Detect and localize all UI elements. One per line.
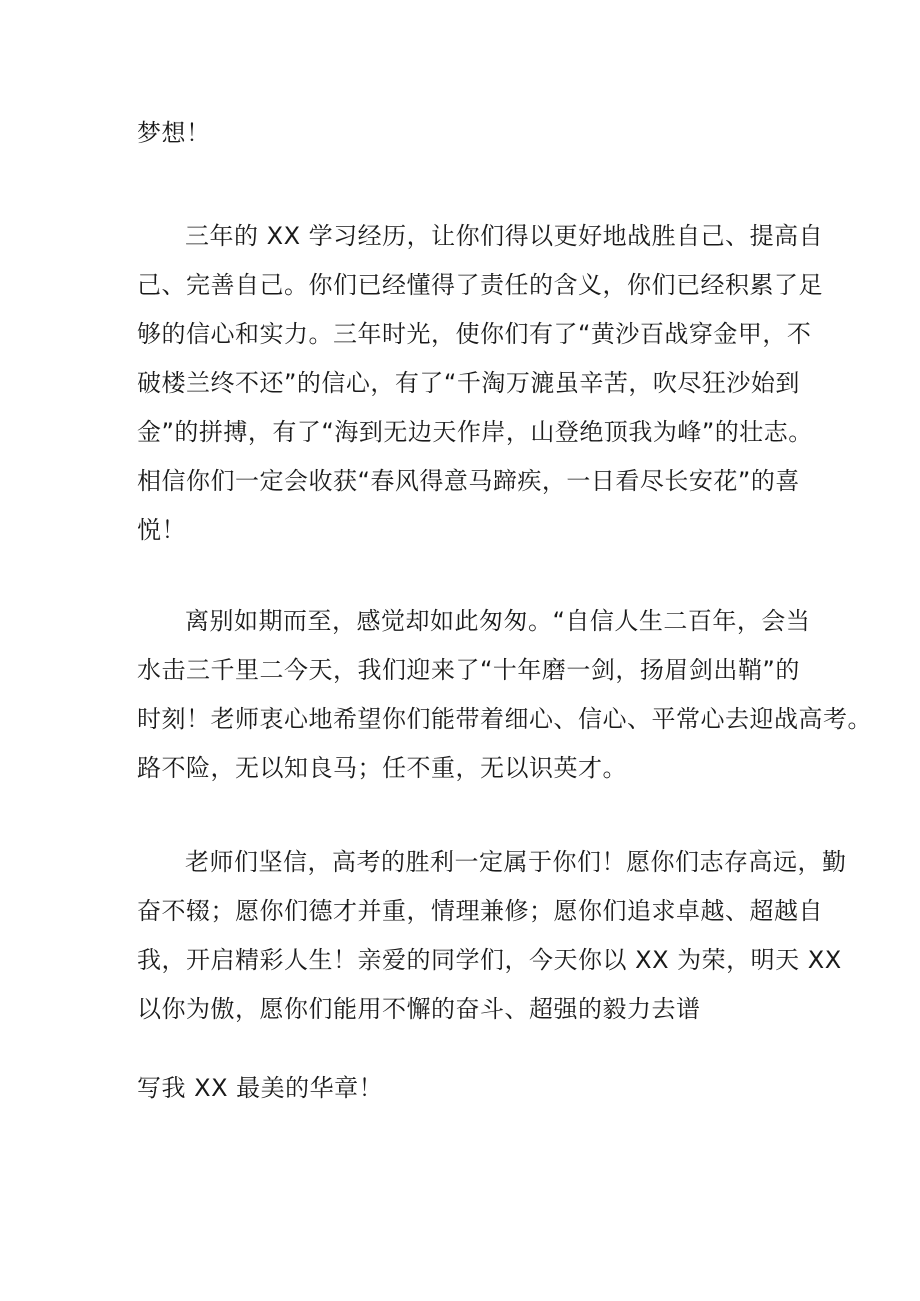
text-line: 离别如期而至，感觉却如此匆匆。“自信人生二百年，会当 (185, 607, 811, 635)
text-line: 水击三千里二今天，我们迎来了“十年磨一剑，扬眉剑出鞘”的 (137, 656, 800, 684)
paragraph-4 (137, 838, 847, 1034)
text-line: 以你为傲，愿你们能用不懈的奋斗、超强的毅力去谱 (137, 995, 701, 1023)
text-line: 悦！ (137, 516, 186, 544)
paragraph-2 (137, 212, 827, 555)
text-line: 写我 XX 最美的华章！ (137, 1074, 384, 1102)
text-line: 奋不辍；愿你们德才并重，情理兼修；愿你们追求卓越、超越自 (137, 897, 823, 925)
text-line: 时刻！老师衷心地希望你们能带着细心、信心、平常心去迎战高考。 (137, 705, 872, 733)
text-line: 梦想！ (137, 119, 211, 147)
text-line: 破楼兰终不还”的信心，有了“千淘万漉虽辛苦，吹尽狂沙始到 (137, 369, 800, 397)
text-line: 金”的拼搏，有了“海到无边天作岸，山登绝顶我为峰”的壮志。 (137, 418, 813, 446)
paragraph-3 (137, 597, 872, 793)
text-line: 己、完善自己。你们已经懂得了责任的含义，你们已经积累了足 (137, 271, 823, 299)
text-line: 相信你们一定会收获“春风得意马蹄疾，一日看尽长安花”的喜 (137, 467, 800, 495)
text-line: 路不险，无以知良马；任不重，无以识英才。 (137, 754, 627, 782)
text-line: 我，开启精彩人生！亲爱的同学们，今天你以 XX 为荣，明天 XX (137, 946, 842, 974)
text-line: 三年的 XX 学习经历，让你们得以更好地战胜自己、提高自 (185, 222, 824, 250)
text-line: 老师们坚信，高考的胜利一定属于你们！愿你们志存高远，勤 (185, 848, 847, 876)
text-line: 够的信心和实力。三年时光，使你们有了“黄沙百战穿金甲，不 (137, 320, 812, 348)
